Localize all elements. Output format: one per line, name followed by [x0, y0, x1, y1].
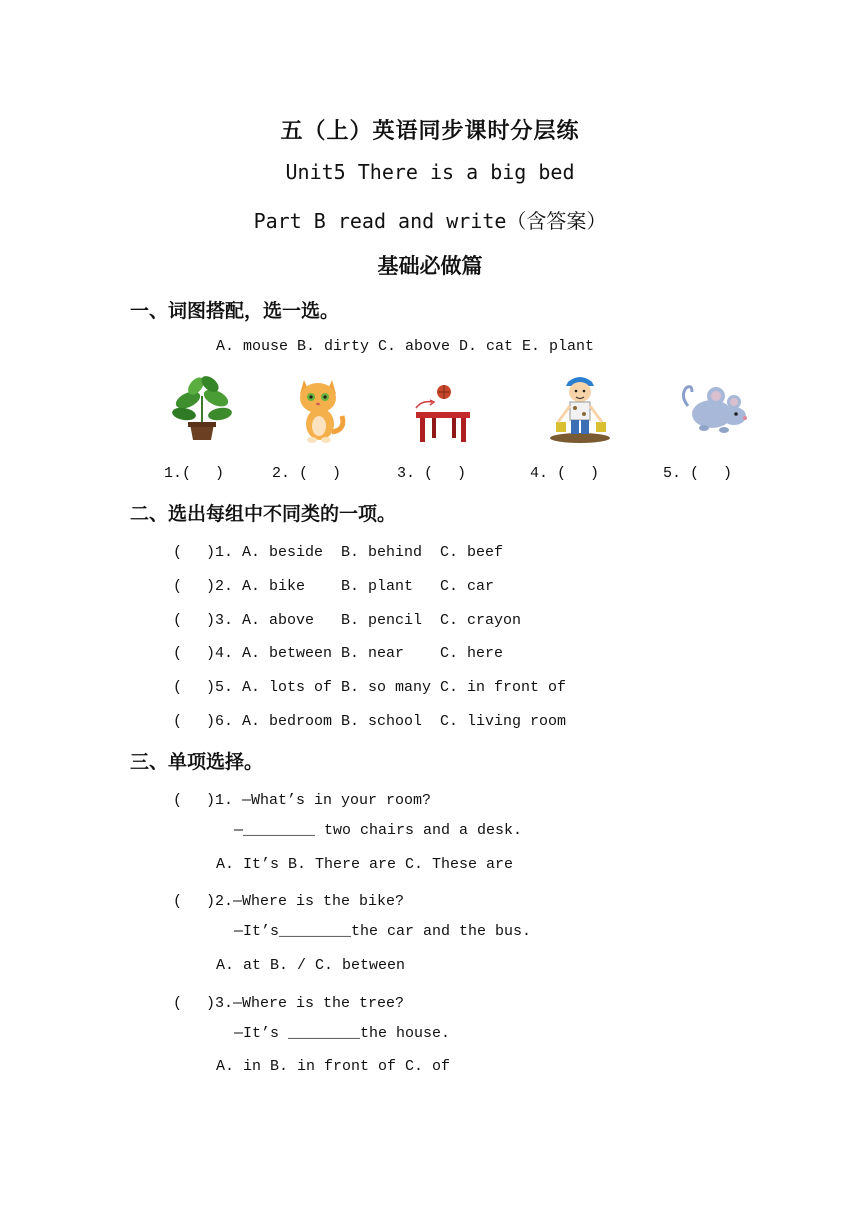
list-item: ( )1. A. beside B. behind C. beef	[173, 544, 504, 561]
unit-title: Unit5 There is a big bed	[285, 160, 575, 184]
question-3-answer: —It’s ________the house.	[234, 1025, 451, 1042]
list-item: ( )5. A. lots of B. so many C. in front of	[173, 679, 567, 696]
question-1-options: A. It’s B. There are C. These are	[216, 856, 514, 873]
level-title: 基础必做篇	[377, 254, 483, 278]
blank-3: 3. ( )	[397, 465, 467, 482]
blank-1: 1.( )	[164, 465, 225, 482]
page-title: 五（上）英语同步课时分层练	[280, 119, 580, 144]
question-3-options: A. in B. in front of C. of	[216, 1058, 451, 1075]
blank-5: 5. ( )	[663, 465, 733, 482]
list-item: ( )2. A. bike B. plant C. car	[173, 578, 495, 595]
cat-picture	[282, 372, 354, 444]
question-2: ( )2.—Where is the bike?	[173, 893, 405, 910]
question-2-options: A. at B. / C. between	[216, 957, 406, 974]
blank-2: 2. ( )	[272, 465, 342, 482]
section2-heading: 二、选出每组中不同类的一项。	[130, 503, 397, 525]
question-1: ( )1. —What’s in your room?	[173, 792, 432, 809]
dirty-boy-picture	[544, 372, 616, 444]
section1-heading: 一、词图搭配，选一选。	[130, 300, 340, 322]
list-item: ( )4. A. between B. near C. here	[173, 645, 504, 662]
section3-heading: 三、单项选择。	[130, 751, 264, 773]
blank-4: 4. ( )	[530, 465, 600, 482]
ball-above-table-picture	[404, 374, 476, 446]
section1-options: A. mouse B. dirty C. above D. cat E. plant	[216, 338, 595, 355]
mouse-picture	[678, 376, 750, 448]
question-3: ( )3.—Where is the tree?	[173, 995, 405, 1012]
plant-picture	[166, 372, 238, 444]
list-item: ( )6. A. bedroom B. school C. living room	[173, 713, 567, 730]
question-2-answer: —It’s________the car and the bus.	[234, 923, 532, 940]
list-item: ( )3. A. above B. pencil C. crayon	[173, 612, 522, 629]
part-title: Part B read and write（含答案）	[253, 209, 607, 233]
question-1-answer: —________ two chairs and a desk.	[234, 822, 523, 839]
